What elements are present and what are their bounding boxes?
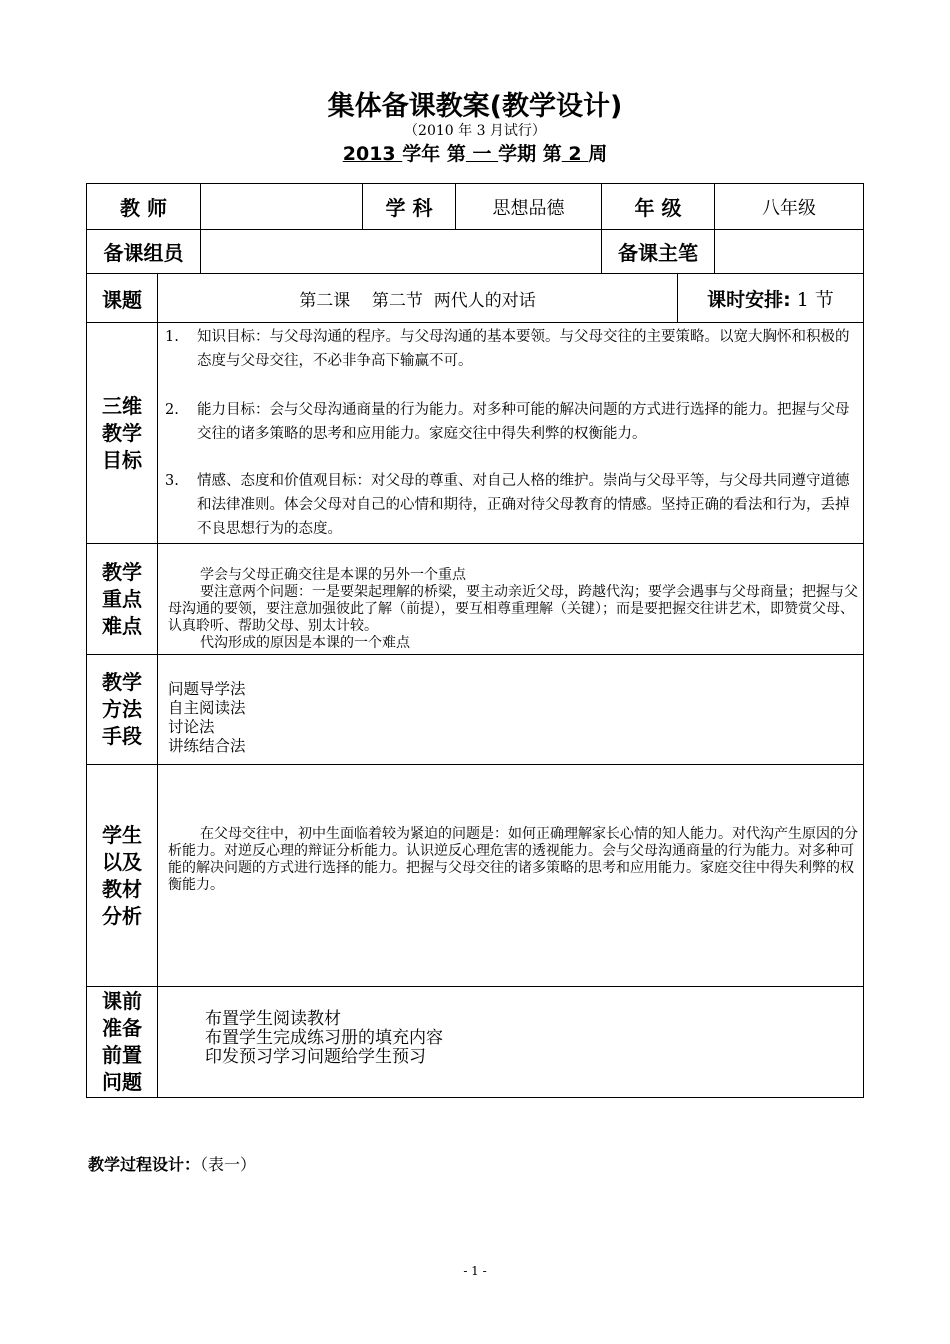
- list-item: 布置学生阅读教材: [205, 1009, 341, 1029]
- key-points-text: [168, 567, 858, 652]
- objective-number: 2.: [165, 402, 179, 418]
- subject-value: 思想品德: [492, 197, 565, 219]
- label-line: 目标: [102, 447, 142, 472]
- writer-label: 备课主笔: [618, 241, 698, 265]
- objective-text: 能力目标：会与父母沟通商量的行为能力。对多种可能的解决问题的方式进行选择的能力。把握与父母交往的诸多策略的思考和应用能力。家庭交往中得失利弊的权衡能力。: [197, 402, 850, 442]
- objective-text: 知识目标：与父母沟通的程序。与父母沟通的基本要领。与父母交往的主要策略。以宽大胸怀和积极的态度与父母交往，不必非争高下输赢不可。: [197, 329, 850, 369]
- label-line: 学生: [102, 822, 142, 847]
- members-field[interactable]: [201, 230, 601, 273]
- label-line: 以及: [102, 849, 142, 874]
- table-border-right: [863, 183, 864, 1098]
- objective-text: 情感、态度和价值观目标：对父母的尊重、对自己人格的维护。崇尚与父母平等，与父母共同遵守道德和法律准则。体会父母对自己的心情和期待，正确对待父母教育的情感。坚持正确的看法和行为，丢掉不良思想行为的态度。: [197, 473, 850, 537]
- table-ref: （表一）: [200, 1155, 257, 1174]
- label-line: 手段: [102, 724, 142, 748]
- key-points-label: [87, 544, 157, 654]
- term-number: 一: [465, 143, 499, 165]
- week-number: 2: [561, 143, 589, 165]
- prep-label: [87, 987, 157, 1097]
- process-label: 教学过程设计：: [88, 1155, 201, 1174]
- hours-value: 1 节: [790, 288, 834, 311]
- row-divider: [86, 654, 864, 655]
- label-line: 准备: [102, 1016, 142, 1040]
- grade-label: 年 级: [634, 196, 682, 220]
- table-border-bottom: [86, 1097, 864, 1098]
- analysis-label: [87, 765, 157, 986]
- year-suffix: 学年 第: [402, 143, 466, 165]
- list-item: 布置学生完成练习册的填充内容: [205, 1028, 443, 1048]
- row-divider: [86, 322, 864, 323]
- list-item: 自主阅读法: [168, 699, 246, 717]
- page-title: 集体备课教案(教学设计): [327, 91, 623, 122]
- term-suffix: 学期 第: [498, 143, 562, 165]
- methods-label: [87, 655, 157, 764]
- label-line: 课前: [102, 989, 142, 1013]
- key-point-line: 要注意两个问题：一是要架起理解的桥梁，要主动亲近父母，跨越代沟；要学会遇事与父母商量；把握与父母沟通的要领，要注意加强彼此了解（前提），要互相尊重理解（关键）；而是要把握交往讲艺术，即赞赏父母、认真聆听、帮助父母、别太计较。: [168, 584, 858, 634]
- objectives-label: [87, 323, 157, 543]
- subject-label: 学 科: [385, 196, 433, 220]
- row-divider: [86, 543, 864, 544]
- label-line: 方法: [102, 697, 142, 721]
- objective-item: [165, 325, 860, 373]
- col-divider: [157, 273, 158, 1098]
- row-divider: [86, 986, 864, 987]
- topic-value: 第二课 第二节 两代人的对话: [299, 290, 536, 311]
- label-line: 前置: [102, 1043, 142, 1067]
- key-point-line: 代沟形成的原因是本课的一个难点: [200, 635, 410, 651]
- trial-note: （2010 年 3 月试行）: [404, 123, 546, 139]
- objective-number: 1.: [165, 329, 179, 345]
- label-line: 教学: [102, 559, 142, 584]
- topic-label: 课题: [102, 287, 142, 312]
- writer-field[interactable]: [715, 230, 863, 273]
- teacher-label: 教 师: [120, 196, 167, 220]
- hours-cell: [678, 274, 863, 322]
- objective-item: [165, 398, 860, 446]
- teacher-field[interactable]: [201, 184, 362, 229]
- analysis-text: 在父母交往中，初中生面临着较为紧迫的问题是：如何正确理解家长心情的知人能力。对代沟产生原因的分析能力。对逆反心理的辩证分析能力。认识逆反心理危害的透视能力。会与父母沟通商量的行为能力。对多种可能的解决问题的方式进行选择的能力。把握与父母交往的诸多策略的思考和应用能力。家庭交往中得失利弊的权衡能力。: [168, 826, 858, 893]
- label-line: 问题: [102, 1070, 142, 1094]
- week-suffix: 周: [588, 143, 608, 165]
- grade-value: 八年级: [762, 197, 816, 219]
- key-point-line: 学会与父母正确交往是本课的另外一个重点: [200, 567, 466, 583]
- list-item: 讲练结合法: [168, 737, 246, 755]
- label-line: 分析: [102, 903, 142, 928]
- members-label: 备课组员: [103, 241, 184, 265]
- list-item: 印发预习学习问题给学生预习: [205, 1047, 426, 1067]
- page-number: - 1 -: [463, 1264, 487, 1278]
- list-item: 问题导学法: [168, 680, 246, 698]
- label-line: 难点: [102, 613, 142, 638]
- label-line: 教学: [102, 420, 142, 445]
- objective-number: 3.: [165, 473, 179, 489]
- prep-list: [205, 1010, 443, 1067]
- year-value: 2013: [342, 143, 403, 165]
- term-line: [0, 139, 950, 166]
- process-heading: [88, 1152, 256, 1175]
- label-line: 教学: [102, 670, 142, 694]
- label-line: 教材: [102, 876, 142, 901]
- methods-list: [168, 680, 246, 756]
- label-line: 三维: [102, 393, 142, 418]
- list-item: 讨论法: [168, 718, 215, 736]
- row-divider: [86, 764, 864, 765]
- objective-item: [165, 469, 860, 541]
- label-line: 重点: [102, 586, 142, 611]
- hours-label: 课时安排:: [707, 288, 791, 311]
